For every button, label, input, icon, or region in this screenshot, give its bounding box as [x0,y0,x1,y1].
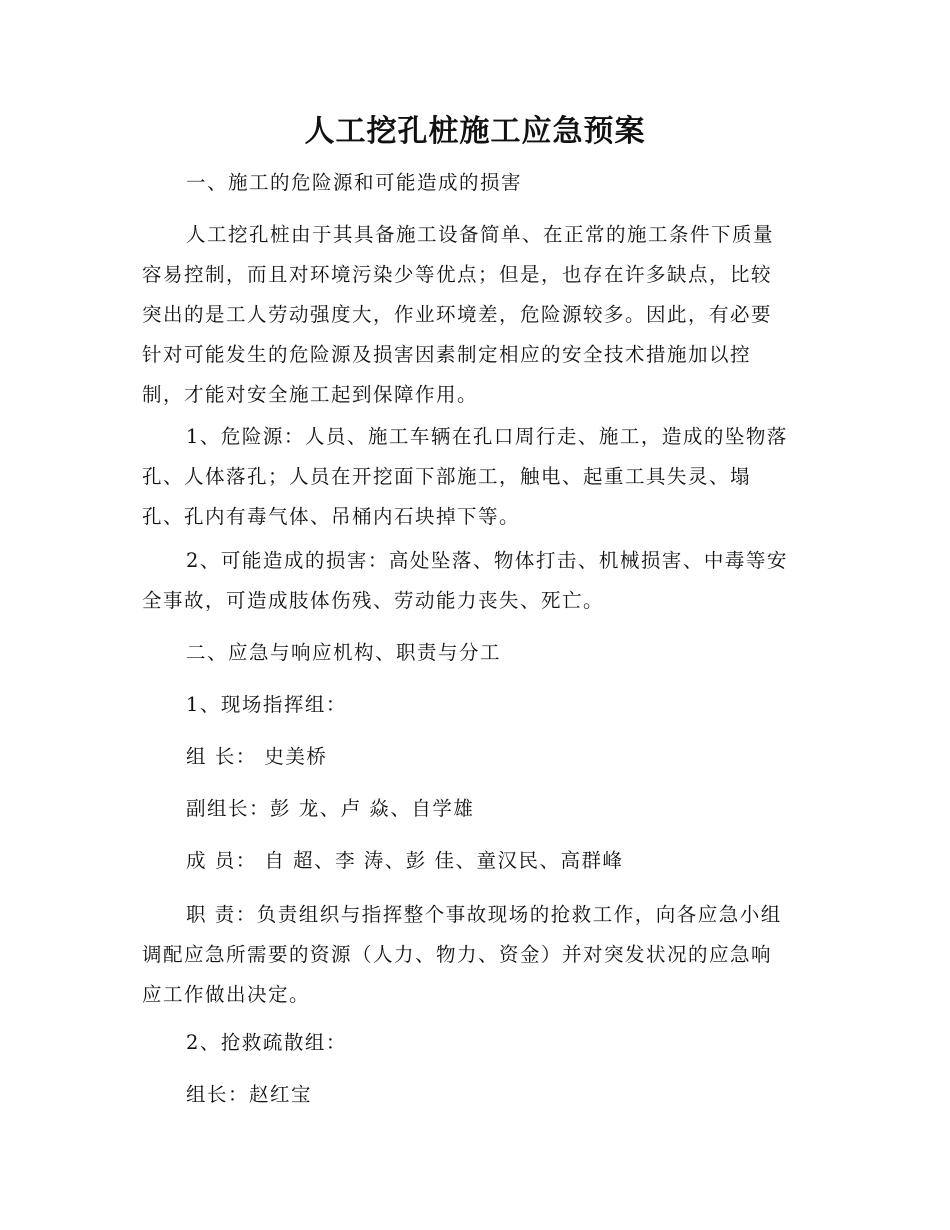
group1-duty-line-2: 调配应急所需要的资源（人力、物力、资金）并对突发状况的应急响 [142,943,773,966]
group1-duty-paragraph [142,895,810,1015]
group1-members: 成 员： 自 超、李 涛、彭 佳、童汉民、高群峰 [186,849,624,872]
group2-leader: 组长：赵红宝 [186,1083,313,1106]
hazard-line-2: 孔、人体落孔；人员在开挖面下部施工，触电、起重工具失灵、塌 [142,465,752,488]
document-title: 人工挖孔桩施工应急预案 [304,114,646,149]
hazard-paragraph [142,417,810,537]
hazard-line-3: 孔、孔内有毒气体、吊桶内石块掉下等。 [142,505,521,528]
group2-heading: 2、抢救疏散组： [186,1031,347,1054]
intro-line-4: 针对可能发生的危险源及损害因素制定相应的安全技术措施加以控 [142,343,752,366]
intro-paragraph [142,215,810,415]
damage-line-2: 全事故，可造成肢体伤残、劳动能力丧失、死亡。 [142,589,605,612]
intro-line-3: 突出的是工人劳动强度大，作业环境差，危险源较多。因此，有必要 [142,303,773,326]
hazard-line-1: 1、危险源：人员、施工车辆在孔口周行走、施工，造成的坠物落 [186,425,788,448]
damage-paragraph [142,541,810,621]
group1-duty-line-1: 职 责：负责组织与指挥整个事故现场的抢救工作，向各应急小组 [186,903,782,926]
group1-deputy: 副组长：彭 龙、卢 焱、自学雄 [186,797,475,820]
group1-heading: 1、现场指挥组： [186,693,347,716]
group1-duty-line-3: 应工作做出决定。 [142,983,311,1006]
intro-line-5: 制，才能对安全施工起到保障作用。 [142,383,479,406]
intro-line-2: 容易控制，而且对环境污染少等优点；但是，也存在许多缺点，比较 [142,263,773,286]
intro-line-1: 人工挖孔桩由于其具备施工设备简单、在正常的施工条件下质量 [186,223,775,246]
damage-line-1: 2、可能造成的损害：高处坠落、物体打击、机械损害、中毒等安 [186,549,788,572]
section2-heading: 二、应急与响应机构、职责与分工 [186,641,502,664]
section1-heading: 一、施工的危险源和可能造成的损害 [186,171,523,194]
group1-leader: 组 长： 史美桥 [186,745,328,768]
